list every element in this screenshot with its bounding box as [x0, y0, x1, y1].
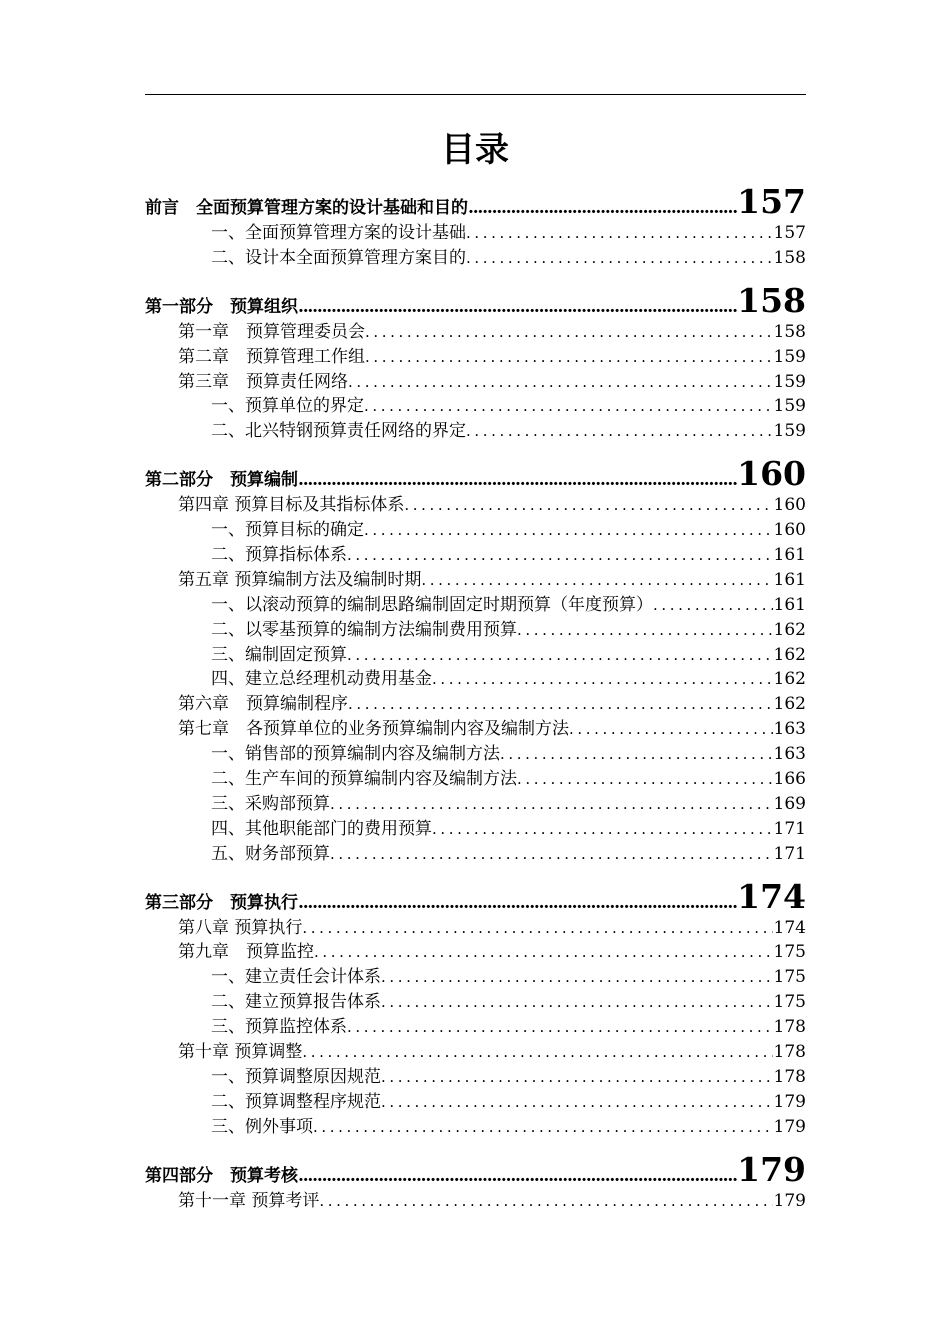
- toc-chapter-row[interactable]: [145, 940, 806, 965]
- toc-subsection-row[interactable]: [145, 742, 806, 767]
- toc-chapter-row[interactable]: [145, 692, 806, 717]
- toc-entry-label: 三、采购部预算: [211, 793, 330, 814]
- toc-entry-label: 第一章 预算管理委员会: [178, 321, 365, 342]
- toc-entry-label: 三、预算监控体系: [211, 1017, 347, 1038]
- toc-entry-label: 一、预算目标的确定: [211, 520, 364, 541]
- toc-entry-label: 第五章 预算编制方法及编制时期: [178, 569, 422, 590]
- toc-part-row[interactable]: [145, 450, 806, 493]
- toc-entry-page-number: 178: [773, 1066, 806, 1087]
- toc-entry-label: 一、全面预算管理方案的设计基础: [211, 223, 466, 243]
- dot-leader: [319, 1189, 772, 1214]
- dot-leader: [500, 742, 773, 767]
- toc-entry-label: 三、例外事项: [211, 1116, 313, 1137]
- dot-leader: [298, 892, 737, 914]
- dot-leader: [569, 717, 773, 742]
- header-rule: [145, 94, 806, 95]
- toc-entry-page-number: 175: [773, 967, 806, 988]
- toc-subsection-row[interactable]: [145, 221, 806, 246]
- dot-leader: [517, 618, 773, 643]
- dot-leader: [347, 1015, 773, 1040]
- toc-chapter-row[interactable]: [145, 1189, 806, 1214]
- dot-leader: [466, 221, 773, 246]
- toc-part-label: 前言 全面预算管理方案的设计基础和目的: [145, 198, 468, 218]
- dot-leader: [314, 940, 773, 965]
- toc-entry-label: 二、以零基预算的编制方法编制费用预算: [211, 619, 517, 640]
- toc-entry-label: 二、设计本全面预算管理方案目的: [211, 247, 466, 268]
- dot-leader: [330, 792, 773, 817]
- toc-entry-page-number: 159: [773, 346, 806, 367]
- dot-leader: [347, 543, 773, 568]
- toc-subsection-row[interactable]: [145, 593, 806, 618]
- toc-part-row[interactable]: [145, 873, 806, 916]
- toc-entry-label: 一、建立责任会计体系: [211, 967, 381, 988]
- toc-subsection-row[interactable]: [145, 817, 806, 842]
- toc-part-label: 第一部分 预算组织: [145, 296, 298, 317]
- dot-leader: [298, 469, 737, 491]
- dot-leader: [330, 842, 773, 867]
- toc-subsection-row[interactable]: [145, 767, 806, 792]
- toc-entry-label: 第七章 各预算单位的业务预算编制内容及编制方法: [178, 719, 569, 740]
- toc-entry-page-number: 178: [773, 1017, 806, 1038]
- dot-leader: [466, 419, 773, 444]
- toc-subsection-row[interactable]: [145, 792, 806, 817]
- dot-leader: [381, 1090, 773, 1115]
- toc-chapter-row[interactable]: [145, 345, 806, 370]
- dot-leader: [364, 518, 773, 543]
- toc-entry-label: 二、预算调整程序规范: [211, 1091, 381, 1112]
- toc-subsection-row[interactable]: [145, 518, 806, 543]
- dot-leader: [364, 394, 773, 419]
- toc-chapter-row[interactable]: [145, 370, 806, 395]
- toc-subsection-row[interactable]: [145, 1015, 806, 1040]
- toc-entry-page-number: 175: [773, 942, 806, 963]
- toc-part-page-number: 174: [737, 876, 806, 916]
- toc-entry-label: 第十一章 预算考评: [178, 1190, 320, 1211]
- toc-chapter-row[interactable]: [145, 493, 806, 518]
- toc-chapter-row[interactable]: [145, 916, 806, 941]
- toc-entry-page-number: 162: [773, 619, 806, 640]
- toc-part-page-number: 157: [737, 182, 806, 221]
- dot-leader: [348, 692, 773, 717]
- toc-entry-page-number: 179: [773, 1116, 806, 1137]
- toc-entry-page-number: 161: [773, 569, 806, 590]
- toc-entry-label: 四、其他职能部门的费用预算: [211, 818, 432, 839]
- dot-leader: [421, 568, 772, 593]
- toc-entry-page-number: 160: [773, 495, 806, 516]
- dot-leader: [381, 990, 773, 1015]
- toc-entry-label: 一、预算单位的界定: [211, 396, 364, 417]
- toc-entry-label: 五、财务部预算: [211, 843, 330, 864]
- toc-subsection-row[interactable]: [145, 394, 806, 419]
- dot-leader: [432, 817, 773, 842]
- toc-entry-label: 一、销售部的预算编制内容及编制方法: [211, 744, 500, 765]
- toc-entry-page-number: 163: [773, 719, 806, 740]
- toc-entry-page-number: 174: [773, 917, 806, 938]
- toc-part-page-number: 158: [737, 280, 806, 320]
- toc-entry-page-number: 162: [773, 644, 806, 665]
- toc-entry-page-number: 162: [773, 694, 806, 715]
- dot-leader: [302, 1040, 772, 1065]
- toc-entry-page-number: 178: [773, 1042, 806, 1063]
- toc-title: 目录: [441, 130, 509, 170]
- toc-entry-page-number: 166: [773, 769, 806, 790]
- toc-part-label: 第三部分 预算执行: [145, 892, 298, 913]
- toc-chapter-row[interactable]: [145, 717, 806, 742]
- toc-entry-label: 二、生产车间的预算编制内容及编制方法: [211, 769, 517, 790]
- toc-entry-label: 第四章 预算目标及其指标体系: [178, 495, 405, 516]
- toc-part-page-number: 179: [737, 1149, 806, 1189]
- toc-entry-label: 第九章 预算监控: [178, 942, 314, 963]
- toc-subsection-row[interactable]: [145, 618, 806, 643]
- toc-entry-page-number: 179: [773, 1091, 806, 1112]
- toc-entry-label: 三、编制固定预算: [211, 644, 347, 665]
- toc-subsection-row[interactable]: [145, 643, 806, 668]
- toc-entry-page-number: 159: [773, 421, 806, 442]
- toc-subsection-row[interactable]: [145, 965, 806, 990]
- dot-leader: [381, 1065, 773, 1090]
- dot-leader: [404, 493, 772, 518]
- dot-leader: [466, 246, 773, 271]
- dot-leader: [298, 296, 737, 318]
- toc-entry-page-number: 161: [773, 594, 806, 615]
- toc-part-row[interactable]: [145, 277, 806, 320]
- toc-entry-page-number: 179: [773, 1190, 806, 1211]
- toc-chapter-row[interactable]: [145, 1040, 806, 1065]
- dot-leader: [381, 965, 773, 990]
- toc-part-row[interactable]: [145, 1146, 806, 1189]
- toc-part-page-number: 160: [737, 454, 806, 494]
- toc-entry-page-number: 163: [773, 744, 806, 765]
- toc-entry-label: 二、预算指标体系: [211, 545, 347, 566]
- toc-entry-label: 二、北兴特钢预算责任网络的界定: [211, 421, 466, 442]
- toc-entry-page-number: 158: [773, 247, 806, 268]
- toc-subsection-row[interactable]: [145, 1090, 806, 1115]
- toc-subsection-row[interactable]: [145, 419, 806, 444]
- toc-entry-page-number: 161: [773, 545, 806, 566]
- toc-subsection-row[interactable]: [145, 842, 806, 867]
- toc-part-label: 第四部分 预算考核: [145, 1165, 298, 1186]
- toc-entry-label: 一、以滚动预算的编制思路编制固定时期预算（年度预算）: [211, 594, 653, 615]
- dot-leader: [302, 916, 772, 941]
- toc-entry-page-number: 157: [773, 223, 806, 243]
- dot-leader: [653, 593, 773, 618]
- toc-part-row[interactable]: [145, 178, 806, 221]
- toc-entry-label: 一、预算调整原因规范: [211, 1066, 381, 1087]
- toc-entry-label: 二、建立预算报告体系: [211, 992, 381, 1013]
- toc-entry-label: 第三章 预算责任网络: [178, 371, 348, 392]
- toc-entry-page-number: 171: [773, 843, 806, 864]
- toc-entry-label: 四、建立总经理机动费用基金: [211, 669, 432, 690]
- toc-entry-label: 第二章 预算管理工作组: [178, 346, 365, 367]
- toc-subsection-row[interactable]: [145, 990, 806, 1015]
- dot-leader: [313, 1115, 773, 1140]
- toc-entry-label: 第八章 预算执行: [178, 917, 303, 938]
- dot-leader: [517, 767, 773, 792]
- toc-entry-label: 第十章 预算调整: [178, 1042, 303, 1063]
- toc-part-label: 第二部分 预算编制: [145, 470, 298, 491]
- toc-entry-page-number: 171: [773, 818, 806, 839]
- dot-leader: [347, 643, 773, 668]
- toc-entry-page-number: 159: [773, 396, 806, 417]
- dot-leader: [298, 1165, 737, 1187]
- toc-entry-page-number: 169: [773, 793, 806, 814]
- toc-entry-page-number: 175: [773, 992, 806, 1013]
- toc-entry-page-number: 159: [773, 371, 806, 392]
- toc-subsection-row[interactable]: [145, 1065, 806, 1090]
- dot-leader: [432, 667, 773, 692]
- toc-subsection-row[interactable]: [145, 246, 806, 271]
- toc-subsection-row[interactable]: [145, 667, 806, 692]
- toc-entry-page-number: 160: [773, 520, 806, 541]
- toc-entry-label: 第六章 预算编制程序: [178, 694, 348, 715]
- dot-leader: [365, 320, 773, 345]
- toc-subsection-row[interactable]: [145, 1115, 806, 1140]
- toc-chapter-row[interactable]: [145, 568, 806, 593]
- toc-entry-page-number: 162: [773, 669, 806, 690]
- table-of-contents: [145, 178, 806, 1214]
- dot-leader: [365, 345, 773, 370]
- toc-subsection-row[interactable]: [145, 543, 806, 568]
- dot-leader: [468, 197, 737, 219]
- toc-entry-page-number: 158: [773, 321, 806, 342]
- toc-chapter-row[interactable]: [145, 320, 806, 345]
- dot-leader: [348, 370, 773, 395]
